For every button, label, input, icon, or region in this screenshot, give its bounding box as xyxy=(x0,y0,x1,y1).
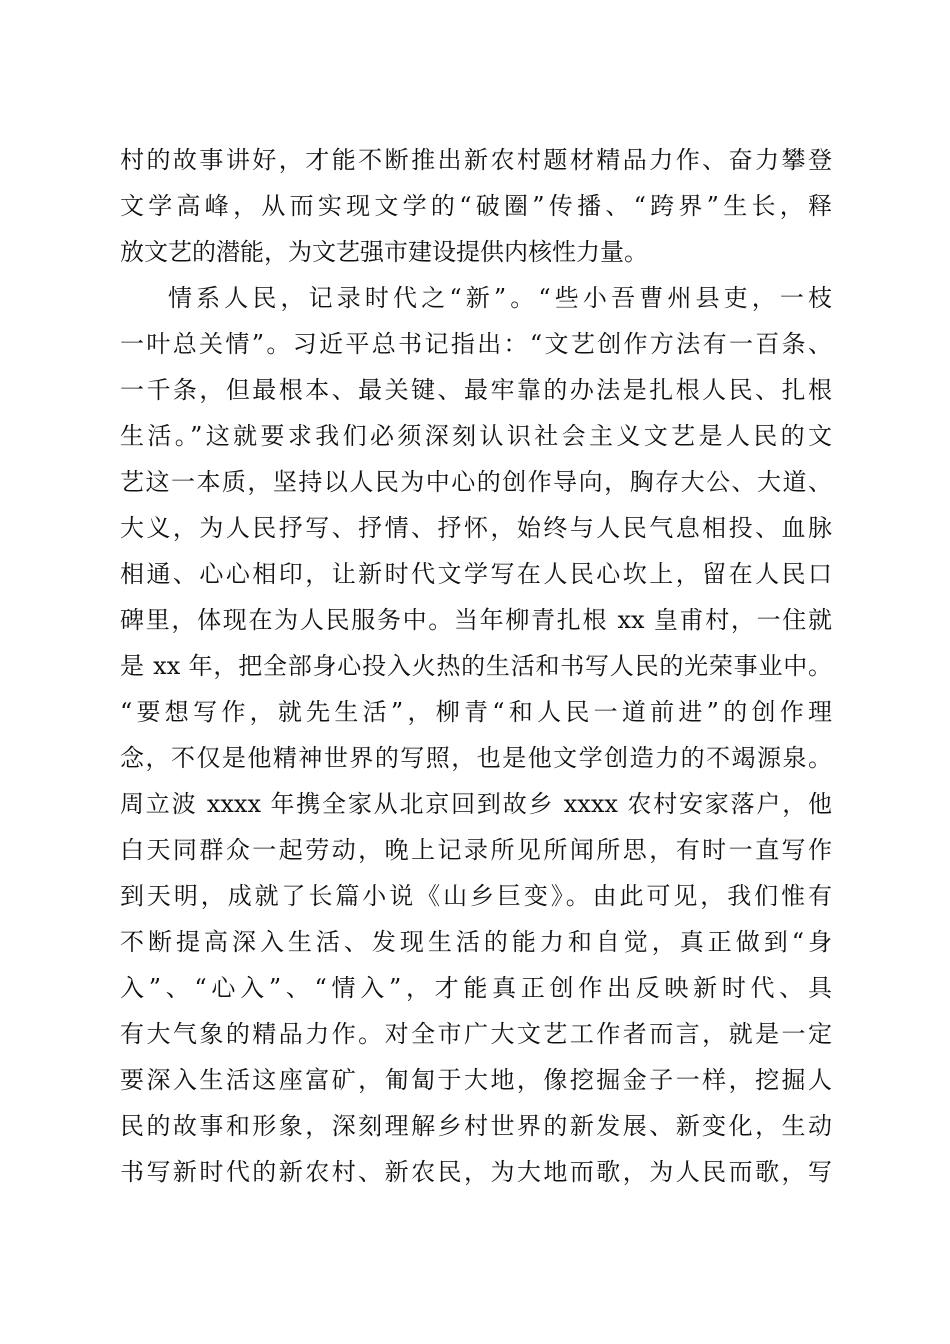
text-line: 生活。”这就要求我们必须深刻认识社会主义文艺是人民的文 xyxy=(120,422,832,450)
text-line: 放文艺的潜能，为文艺强市建设提供内核性力量。 xyxy=(120,238,648,266)
text-line: 念，不仅是他精神世界的写照，也是他文学创造力的不竭源泉。 xyxy=(120,744,832,772)
text-line: 碑里，体现在为人民服务中。当年柳青扎根 xx 皇甫村，一住就 xyxy=(120,606,832,634)
text-line: 一千条，但最根本、最关键、最牢靠的办法是扎根人民、扎根 xyxy=(120,376,832,404)
text-line: 周立波 xxxx 年携全家从北京回到故乡 xxxx 农村安家落户，他 xyxy=(120,790,832,818)
text-line: 一叶总关情”。习近平总书记指出：“文艺创作方法有一百条、 xyxy=(120,330,832,358)
text-line: 入”、“心入”、“情入”，才能真正创作出反映新时代、具 xyxy=(120,974,832,1002)
paragraph-first-line: 情系人民，记录时代之“新”。“些小吾曹州县吏，一枝 xyxy=(168,284,832,312)
text-line: 要深入生活这座富矿，匍匐于大地，像挖掘金子一样，挖掘人 xyxy=(120,1066,832,1094)
text-line: 民的故事和形象，深刻理解乡村世界的新发展、新变化，生动 xyxy=(120,1112,832,1140)
text-line: 书写新时代的新农村、新农民，为大地而歌，为人民而歌，写 xyxy=(120,1158,832,1186)
text-line: 大义，为人民抒写、抒情、抒怀，始终与人民气息相投、血脉 xyxy=(120,514,832,542)
text-line: 不断提高深入生活、发现生活的能力和自觉，真正做到“身 xyxy=(120,928,832,956)
text-line: 艺这一本质，坚持以人民为中心的创作导向，胸存大公、大道、 xyxy=(120,468,832,496)
text-line: 到天明，成就了长篇小说《山乡巨变》。由此可见，我们惟有 xyxy=(120,882,832,910)
text-line: “要想写作，就先生活”，柳青“和人民一道前进”的创作理 xyxy=(120,698,832,726)
text-line: 白天同群众一起劳动，晚上记录所见所闻所思，有时一直写作 xyxy=(120,836,832,864)
text-line: 是 xx 年，把全部身心投入火热的生活和书写人民的光荣事业中。 xyxy=(120,652,832,680)
text-line: 有大气象的精品力作。对全市广大文艺工作者而言，就是一定 xyxy=(120,1020,832,1048)
text-line: 村的故事讲好，才能不断推出新农村题材精品力作、奋力攀登 xyxy=(120,146,832,174)
text-line: 相通、心心相印，让新时代文学写在人民心坎上，留在人民口 xyxy=(120,560,832,588)
text-line: 文学高峰，从而实现文学的“破圈”传播、“跨界”生长，释 xyxy=(120,192,832,220)
